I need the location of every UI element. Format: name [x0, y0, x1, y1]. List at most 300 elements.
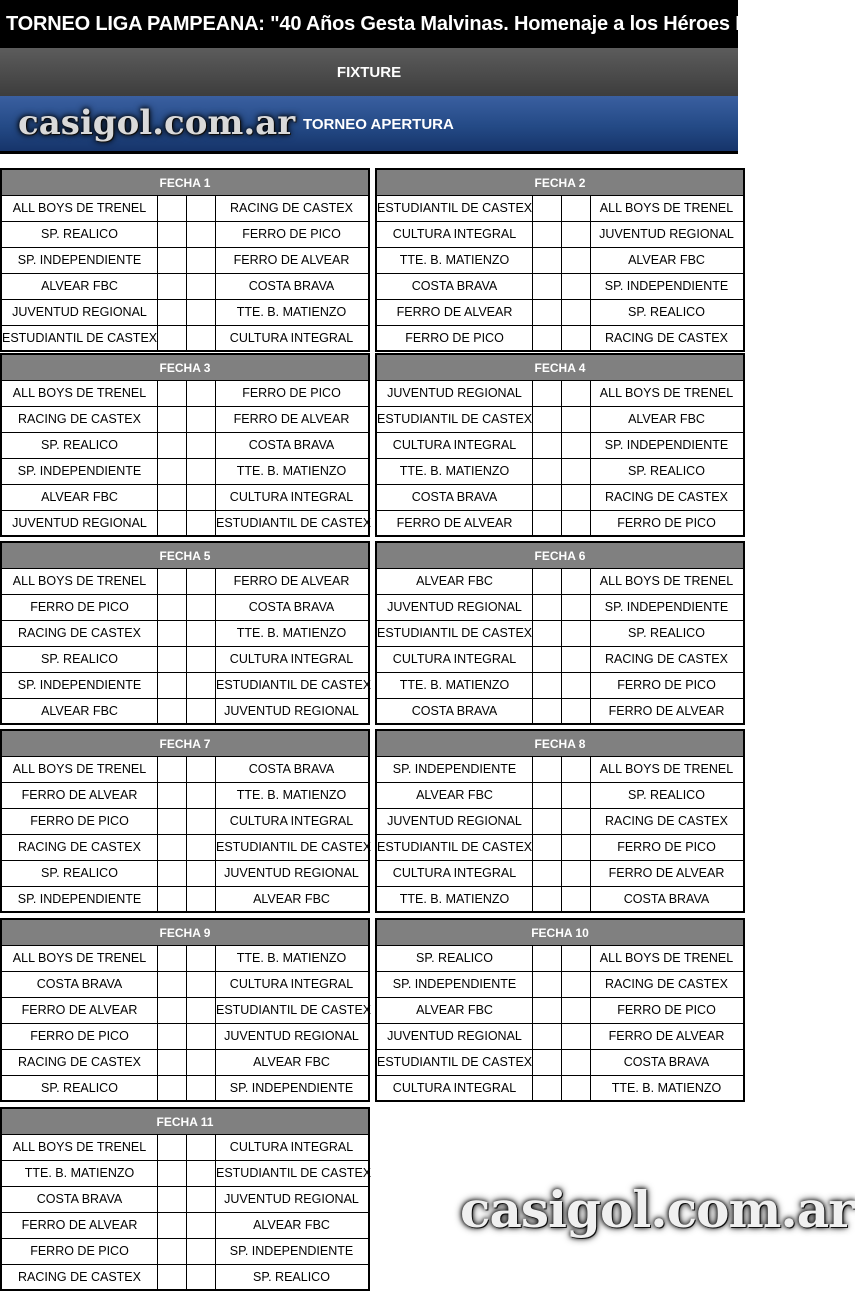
away-team: CULTURA INTEGRAL: [215, 809, 367, 834]
match-row: [2, 1050, 368, 1076]
away-score-cell: [186, 459, 215, 484]
away-team: FERRO DE PICO: [215, 381, 367, 406]
home-score-cell: [157, 998, 186, 1023]
home-score-cell: [532, 433, 561, 458]
home-team: SP. INDEPENDIENTE: [17, 253, 142, 267]
away-team: RACING DE CASTEX: [590, 326, 742, 352]
away-score-cell: [186, 809, 215, 834]
match-row: [2, 248, 368, 274]
match-row: [2, 783, 368, 809]
match-row: [2, 459, 368, 485]
match-row: [377, 1050, 743, 1076]
home-score-cell: [532, 887, 561, 913]
away-team: JUVENTUD REGIONAL: [215, 861, 367, 886]
match-row: [2, 1213, 368, 1239]
tournament-banner: [0, 96, 738, 154]
home-team: ALL BOYS DE TRENEL: [12, 951, 147, 965]
home-score-cell: [157, 569, 186, 594]
home-score-cell: [157, 835, 186, 860]
tournament-label: TORNEO APERTURA: [303, 116, 454, 133]
home-team: RACING DE CASTEX: [18, 840, 141, 854]
away-score-cell: [186, 1024, 215, 1049]
away-score-cell: [186, 861, 215, 886]
match-row: [377, 861, 743, 887]
home-score-cell: [157, 381, 186, 406]
away-score-cell: [561, 673, 590, 698]
away-score-cell: [561, 757, 590, 782]
match-row: [2, 1076, 368, 1102]
fecha-title: FECHA 11: [2, 1109, 368, 1135]
home-team: ALVEAR FBC: [41, 704, 118, 718]
away-score-cell: [186, 621, 215, 646]
home-team: SP. REALICO: [41, 1081, 118, 1095]
away-team: JUVENTUD REGIONAL: [215, 1024, 367, 1049]
away-score-cell: [186, 485, 215, 510]
away-score-cell: [561, 433, 590, 458]
home-score-cell: [532, 998, 561, 1023]
away-score-cell: [186, 433, 215, 458]
home-score-cell: [532, 300, 561, 325]
home-team: COSTA BRAVA: [36, 977, 123, 991]
match-row: [2, 1265, 368, 1291]
away-team: SP. REALICO: [590, 459, 742, 484]
home-score-cell: [157, 757, 186, 782]
match-row: [377, 274, 743, 300]
home-score-cell: [157, 647, 186, 672]
watermark-logo: casigol.com.ar: [460, 1180, 854, 1239]
home-score-cell: [532, 511, 561, 537]
home-team: ALVEAR FBC: [416, 574, 493, 588]
away-team: ESTUDIANTIL DE CASTEX: [215, 835, 367, 860]
away-team: FERRO DE PICO: [590, 998, 742, 1023]
away-team: CULTURA INTEGRAL: [215, 326, 367, 352]
away-team: CULTURA INTEGRAL: [215, 972, 367, 997]
home-score-cell: [157, 1050, 186, 1075]
fecha-title: FECHA 3: [2, 355, 368, 381]
match-row: [377, 595, 743, 621]
away-score-cell: [186, 381, 215, 406]
match-row: [2, 998, 372, 1024]
away-team: ALL BOYS DE TRENEL: [590, 381, 742, 406]
home-score-cell: [157, 621, 186, 646]
fecha-table: [375, 168, 745, 352]
home-score-cell: [157, 1024, 186, 1049]
home-score-cell: [157, 673, 186, 698]
away-team: ESTUDIANTIL DE CASTEX: [215, 511, 367, 537]
away-score-cell: [186, 248, 215, 273]
away-team: TTE. B. MATIENZO: [215, 946, 367, 971]
match-row: [2, 381, 368, 407]
home-team: JUVENTUD REGIONAL: [12, 305, 147, 319]
away-score-cell: [186, 783, 215, 808]
away-score-cell: [186, 972, 215, 997]
away-score-cell: [561, 274, 590, 299]
match-row: [377, 809, 743, 835]
match-row: [2, 433, 368, 459]
home-team: JUVENTUD REGIONAL: [12, 516, 147, 530]
fecha-title: FECHA 9: [2, 920, 368, 946]
away-score-cell: [561, 887, 590, 913]
away-team: CULTURA INTEGRAL: [215, 1135, 367, 1160]
away-team: SP. REALICO: [590, 621, 742, 646]
home-score-cell: [532, 1076, 561, 1102]
away-team: RACING DE CASTEX: [215, 196, 367, 221]
home-score-cell: [157, 407, 186, 432]
away-team: COSTA BRAVA: [215, 433, 367, 458]
match-row: [2, 809, 368, 835]
home-score-cell: [532, 196, 561, 221]
home-team: SP. REALICO: [416, 951, 493, 965]
away-team: ALVEAR FBC: [590, 407, 742, 432]
home-score-cell: [157, 887, 186, 913]
away-team: COSTA BRAVA: [215, 595, 367, 620]
away-team: ESTUDIANTIL DE CASTEX: [215, 673, 367, 698]
match-row: [2, 196, 368, 222]
fecha-table: [0, 1107, 370, 1291]
match-row: [2, 274, 368, 300]
match-row: [377, 699, 743, 725]
fecha-table: [375, 918, 745, 1102]
match-row: [2, 326, 368, 352]
home-team: JUVENTUD REGIONAL: [387, 386, 522, 400]
home-team: FERRO DE PICO: [30, 1029, 129, 1043]
away-team: COSTA BRAVA: [215, 274, 367, 299]
away-team: JUVENTUD REGIONAL: [590, 222, 742, 247]
away-score-cell: [186, 1050, 215, 1075]
home-score-cell: [157, 1265, 186, 1291]
home-score-cell: [532, 1050, 561, 1075]
home-team: JUVENTUD REGIONAL: [387, 814, 522, 828]
match-row: [377, 1076, 743, 1102]
home-score-cell: [157, 809, 186, 834]
away-score-cell: [186, 1265, 215, 1291]
away-team: FERRO DE ALVEAR: [215, 569, 367, 594]
away-score-cell: [186, 1135, 215, 1160]
home-team: ALL BOYS DE TRENEL: [12, 386, 147, 400]
home-score-cell: [532, 326, 561, 352]
home-team: CULTURA INTEGRAL: [392, 438, 517, 452]
match-row: [377, 248, 743, 274]
home-score-cell: [532, 972, 561, 997]
page-title: TORNEO LIGA PAMPEANA: "40 Años Gesta Malvinas. Homenaje a los Héroes Pampeanos": [0, 0, 738, 48]
match-row: [377, 972, 743, 998]
away-score-cell: [186, 569, 215, 594]
away-team: SP. INDEPENDIENTE: [590, 433, 742, 458]
home-team: SP. INDEPENDIENTE: [17, 892, 142, 906]
away-team: CULTURA INTEGRAL: [215, 485, 367, 510]
away-team: RACING DE CASTEX: [590, 647, 742, 672]
match-row: [2, 861, 368, 887]
match-row: [377, 835, 743, 861]
away-score-cell: [561, 1024, 590, 1049]
away-score-cell: [561, 835, 590, 860]
match-row: [2, 972, 368, 998]
match-row: [2, 621, 368, 647]
home-team: COSTA BRAVA: [411, 490, 498, 504]
away-team: TTE. B. MATIENZO: [590, 1076, 742, 1102]
home-score-cell: [532, 861, 561, 886]
match-row: [377, 783, 743, 809]
home-team: ALVEAR FBC: [41, 279, 118, 293]
home-score-cell: [157, 861, 186, 886]
match-row: [2, 1161, 372, 1187]
away-team: FERRO DE PICO: [215, 222, 367, 247]
home-team: ESTUDIANTIL DE CASTEX: [377, 840, 533, 854]
away-score-cell: [186, 1239, 215, 1264]
away-score-cell: [561, 248, 590, 273]
away-team: FERRO DE PICO: [590, 511, 742, 537]
fecha-table: [0, 168, 370, 352]
home-team: RACING DE CASTEX: [18, 1270, 141, 1284]
home-team: COSTA BRAVA: [411, 279, 498, 293]
home-score-cell: [532, 1024, 561, 1049]
home-score-cell: [532, 946, 561, 971]
match-row: [377, 998, 743, 1024]
away-score-cell: [186, 300, 215, 325]
away-team: COSTA BRAVA: [215, 757, 367, 782]
home-team: FERRO DE PICO: [30, 600, 129, 614]
home-team: SP. REALICO: [41, 438, 118, 452]
away-score-cell: [186, 887, 215, 913]
home-team: ALVEAR FBC: [416, 1003, 493, 1017]
match-row: [2, 222, 368, 248]
away-score-cell: [561, 222, 590, 247]
match-row: [2, 407, 368, 433]
home-score-cell: [532, 222, 561, 247]
fecha-title: FECHA 10: [377, 920, 743, 946]
away-team: COSTA BRAVA: [590, 1050, 742, 1075]
home-team: ESTUDIANTIL DE CASTEX: [377, 1055, 533, 1069]
fecha-table: [375, 353, 745, 537]
away-team: ALL BOYS DE TRENEL: [590, 946, 742, 971]
match-row: [377, 946, 743, 972]
match-row: [377, 381, 743, 407]
away-team: RACING DE CASTEX: [590, 809, 742, 834]
away-score-cell: [561, 998, 590, 1023]
fecha-table: [375, 729, 745, 913]
away-team: ALVEAR FBC: [215, 887, 367, 913]
away-score-cell: [561, 407, 590, 432]
away-score-cell: [186, 222, 215, 247]
match-row: [377, 511, 743, 537]
home-team: TTE. B. MATIENZO: [399, 253, 510, 267]
away-team: FERRO DE ALVEAR: [590, 1024, 742, 1049]
away-team: COSTA BRAVA: [590, 887, 742, 913]
away-score-cell: [561, 485, 590, 510]
fixture-heading: FIXTURE: [0, 48, 738, 96]
home-team: TTE. B. MATIENZO: [399, 678, 510, 692]
home-team: ALVEAR FBC: [416, 788, 493, 802]
away-score-cell: [561, 699, 590, 725]
home-score-cell: [532, 381, 561, 406]
home-team: FERRO DE ALVEAR: [396, 516, 513, 530]
away-score-cell: [186, 595, 215, 620]
away-score-cell: [561, 783, 590, 808]
away-team: CULTURA INTEGRAL: [215, 647, 367, 672]
match-row: [2, 647, 368, 673]
away-score-cell: [186, 196, 215, 221]
away-team: JUVENTUD REGIONAL: [215, 1187, 367, 1212]
away-score-cell: [186, 511, 215, 537]
home-score-cell: [157, 485, 186, 510]
home-team: ALVEAR FBC: [41, 490, 118, 504]
match-row: [377, 300, 743, 326]
home-team: ALL BOYS DE TRENEL: [12, 574, 147, 588]
away-team: SP. INDEPENDIENTE: [215, 1239, 367, 1264]
home-score-cell: [532, 248, 561, 273]
home-score-cell: [532, 673, 561, 698]
away-score-cell: [186, 326, 215, 352]
home-score-cell: [157, 1213, 186, 1238]
home-score-cell: [157, 459, 186, 484]
home-score-cell: [532, 699, 561, 725]
match-row: [2, 757, 368, 783]
away-team: ALL BOYS DE TRENEL: [590, 196, 742, 221]
away-score-cell: [186, 1187, 215, 1212]
home-team: FERRO DE ALVEAR: [21, 1218, 138, 1232]
fecha-title: FECHA 8: [377, 731, 743, 757]
fecha-title: FECHA 7: [2, 731, 368, 757]
away-team: SP. INDEPENDIENTE: [215, 1076, 367, 1102]
away-team: FERRO DE PICO: [590, 673, 742, 698]
match-row: [2, 887, 368, 913]
fecha-table: [0, 729, 370, 913]
away-score-cell: [561, 511, 590, 537]
home-team: SP. INDEPENDIENTE: [17, 464, 142, 478]
home-score-cell: [532, 485, 561, 510]
away-score-cell: [561, 196, 590, 221]
home-score-cell: [157, 1135, 186, 1160]
home-score-cell: [532, 647, 561, 672]
away-score-cell: [561, 595, 590, 620]
home-score-cell: [157, 783, 186, 808]
match-row: [2, 1187, 368, 1213]
match-row: [377, 222, 743, 248]
away-team: ESTUDIANTIL DE CASTEX: [215, 998, 367, 1023]
home-team: SP. INDEPENDIENTE: [17, 678, 142, 692]
away-team: FERRO DE PICO: [590, 835, 742, 860]
match-row: [2, 1024, 368, 1050]
match-row: [2, 1239, 368, 1265]
match-row: [2, 699, 368, 725]
home-team: CULTURA INTEGRAL: [392, 866, 517, 880]
away-score-cell: [186, 1213, 215, 1238]
away-team: FERRO DE ALVEAR: [590, 861, 742, 886]
home-team: RACING DE CASTEX: [18, 412, 141, 426]
away-score-cell: [561, 621, 590, 646]
away-score-cell: [561, 861, 590, 886]
home-team: SP. REALICO: [41, 227, 118, 241]
home-team: SP. INDEPENDIENTE: [392, 762, 517, 776]
home-team: ALL BOYS DE TRENEL: [12, 762, 147, 776]
away-team: SP. INDEPENDIENTE: [590, 274, 742, 299]
away-score-cell: [186, 835, 215, 860]
home-team: SP. REALICO: [41, 652, 118, 666]
site-logo[interactable]: casigol.com.ar: [18, 103, 296, 143]
away-team: ALL BOYS DE TRENEL: [590, 569, 742, 594]
away-team: FERRO DE ALVEAR: [590, 699, 742, 725]
home-team: ALL BOYS DE TRENEL: [12, 201, 147, 215]
away-score-cell: [561, 972, 590, 997]
away-team: TTE. B. MATIENZO: [215, 783, 367, 808]
home-team: CULTURA INTEGRAL: [392, 652, 517, 666]
away-score-cell: [561, 569, 590, 594]
home-score-cell: [157, 1076, 186, 1102]
home-team: COSTA BRAVA: [411, 704, 498, 718]
away-score-cell: [561, 647, 590, 672]
away-score-cell: [561, 381, 590, 406]
home-score-cell: [532, 783, 561, 808]
away-team: RACING DE CASTEX: [590, 485, 742, 510]
home-score-cell: [157, 326, 186, 352]
match-row: [377, 887, 743, 913]
match-row: [2, 946, 368, 972]
home-score-cell: [157, 248, 186, 273]
match-row: [377, 757, 743, 783]
home-team: FERRO DE ALVEAR: [21, 788, 138, 802]
home-score-cell: [157, 274, 186, 299]
home-team: TTE. B. MATIENZO: [399, 464, 510, 478]
home-score-cell: [157, 300, 186, 325]
home-score-cell: [532, 274, 561, 299]
away-team: SP. REALICO: [590, 783, 742, 808]
away-score-cell: [561, 809, 590, 834]
home-score-cell: [532, 569, 561, 594]
home-score-cell: [157, 699, 186, 725]
match-row: [377, 196, 743, 222]
home-score-cell: [532, 835, 561, 860]
home-team: FERRO DE PICO: [405, 331, 504, 345]
away-score-cell: [561, 946, 590, 971]
home-score-cell: [157, 972, 186, 997]
match-row: [2, 595, 368, 621]
home-score-cell: [157, 433, 186, 458]
away-score-cell: [186, 946, 215, 971]
match-row: [2, 1135, 368, 1161]
away-score-cell: [186, 757, 215, 782]
away-score-cell: [186, 998, 215, 1023]
match-row: [377, 433, 743, 459]
fecha-table: [0, 541, 370, 725]
home-team: FERRO DE PICO: [30, 814, 129, 828]
home-score-cell: [157, 595, 186, 620]
away-score-cell: [561, 300, 590, 325]
home-score-cell: [157, 222, 186, 247]
match-row: [377, 647, 743, 673]
away-score-cell: [561, 1076, 590, 1102]
home-score-cell: [157, 1187, 186, 1212]
match-row: [2, 485, 368, 511]
away-score-cell: [561, 1050, 590, 1075]
away-score-cell: [186, 1161, 215, 1186]
away-team: ALVEAR FBC: [215, 1213, 367, 1238]
fecha-table: [0, 918, 370, 1102]
match-row: [2, 835, 372, 861]
fecha-title: FECHA 5: [2, 543, 368, 569]
home-team: JUVENTUD REGIONAL: [387, 600, 522, 614]
away-team: TTE. B. MATIENZO: [215, 459, 367, 484]
away-team: RACING DE CASTEX: [590, 972, 742, 997]
home-score-cell: [157, 946, 186, 971]
away-team: ALL BOYS DE TRENEL: [590, 757, 742, 782]
match-row: [2, 300, 368, 326]
match-row: [377, 407, 743, 433]
away-score-cell: [186, 407, 215, 432]
match-row: [2, 673, 372, 699]
home-team: FERRO DE ALVEAR: [396, 305, 513, 319]
away-score-cell: [186, 1076, 215, 1102]
away-team: TTE. B. MATIENZO: [215, 300, 367, 325]
